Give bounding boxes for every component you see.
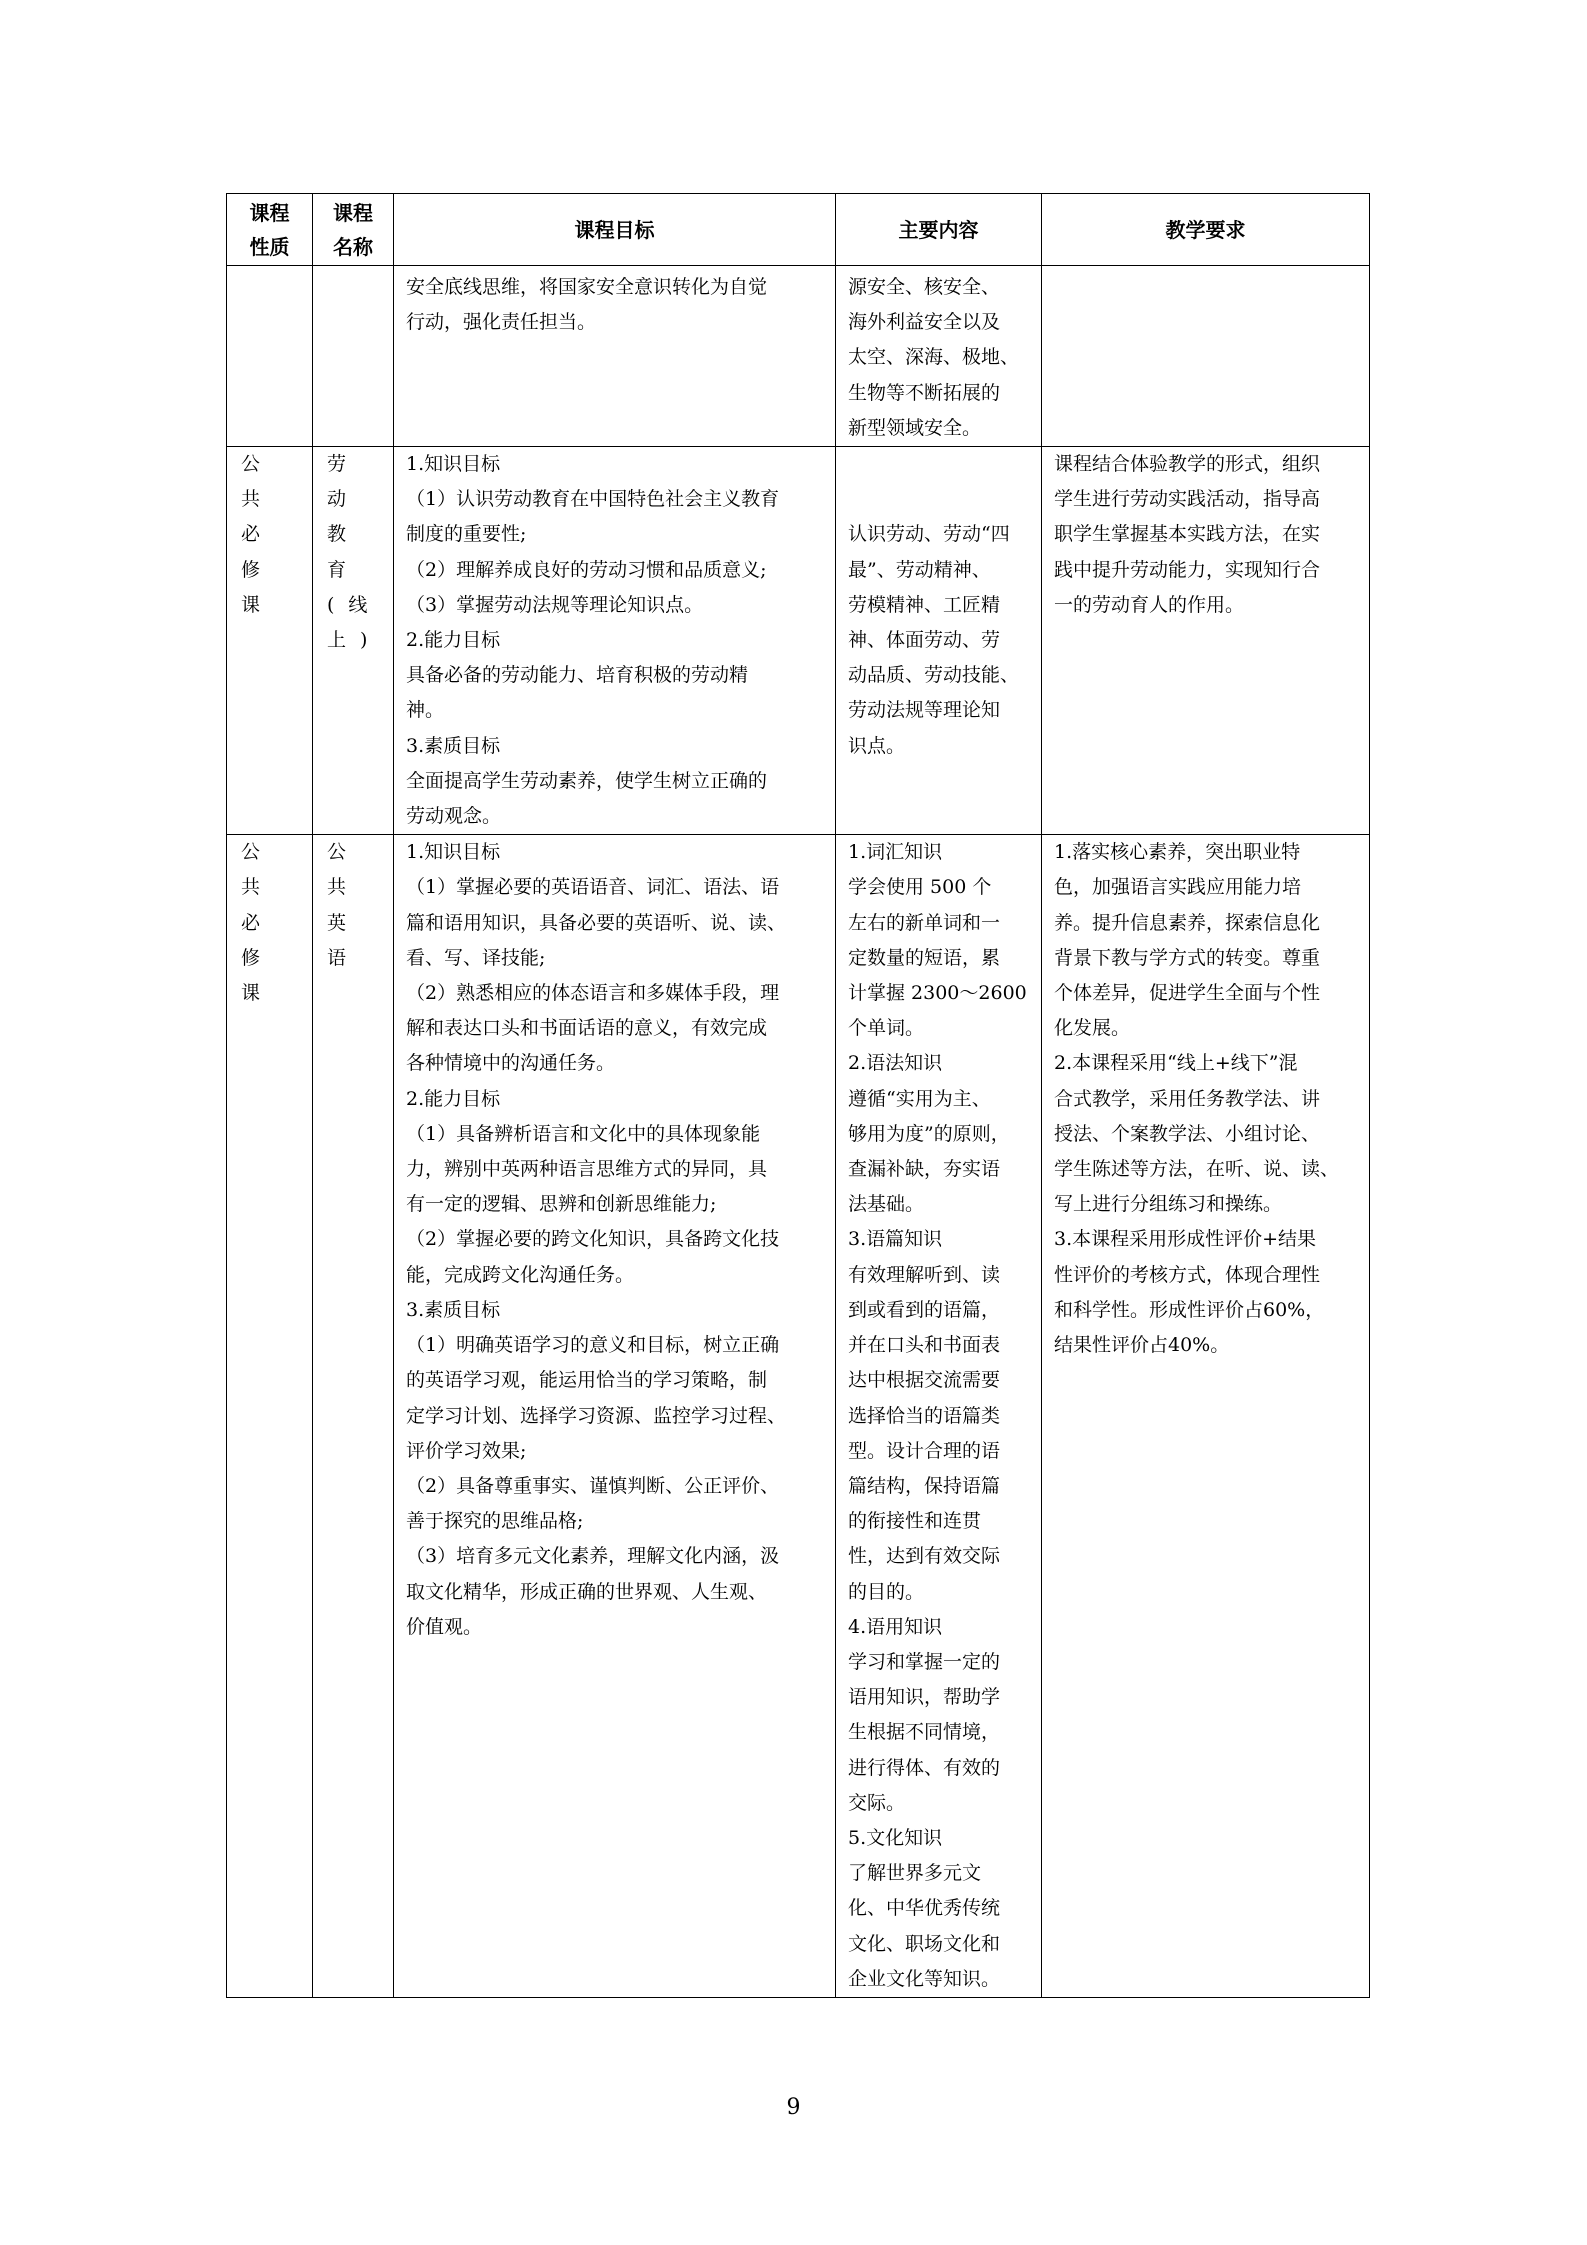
main-content-cell: 认识劳动、劳动“四 最”、劳动精神、 劳模精神、工匠精 神、体面劳动、劳 动品质、劳动技能、 劳动法规等理论知 识点。 <box>836 447 1042 835</box>
course-nature-cell <box>227 266 313 447</box>
table-header-row <box>227 194 1370 266</box>
table-row <box>227 266 1370 447</box>
teaching-requirements-cell <box>1042 266 1370 447</box>
course-objectives-cell: 安全底线思维，将国家安全意识转化为自觉 行动，强化责任担当。 <box>394 266 836 447</box>
course-name-cell: 劳动 教育(线 上) <box>313 447 394 835</box>
course-name-cell <box>313 266 394 447</box>
header-main-content: 主要内容 <box>836 194 1042 266</box>
course-objectives-cell: 1.知识目标 （1）掌握必要的英语语音、词汇、语法、语 篇和语用知识，具备必要的英语听、说、读、 看、写、译技能; （2）熟悉相应的体态语言和多媒体手段，理 解和表达口头和书面话语的意义，有效完成 各种情境中的沟通任务。 2.能力目标 （1）具备辨析语言和文化中的具体现象能 力，辨别中英两种语言思维方式的异同，具 有一定的逻辑、思辨和创新思维能力; （2）掌握必要的跨文化知识，具备跨文化技 能，完成跨文化沟通任务。 3.素质目标 （1）明确英语学习的意义和目标，树立正确 的英语学习观，能运用恰当的学习策略，制 定学习计划、选择学习资源、监控学习过程、 评价学习效果; （2）具备尊重事实、谨慎判断、公正评价、 善于探究的思维品格; （3）培育多元文化素养，理解文化内涵，汲 取文化精华，形成正确的世界观、人生观、 价值观。 <box>394 835 836 1998</box>
teaching-requirements-cell: 课程结合体验教学的形式，组织 学生进行劳动实践活动，指导高 职学生掌握基本实践方法，在实 践中提升劳动能力，实现知行合 一的劳动育人的作用。 <box>1042 447 1370 835</box>
course-nature-cell: 公共 必修 课 <box>227 447 313 835</box>
table-row <box>227 447 1370 835</box>
curriculum-table <box>226 193 1370 1998</box>
teaching-requirements-cell: 1.落实核心素养，突出职业特 色，加强语言实践应用能力培 养。提升信息素养，探索信息化 背景下教与学方式的转变。尊重 个体差异，促进学生全面与个性 化发展。 2.本课程采用“线上+线下”混 合式教学，采用任务教学法、讲 授法、个案教学法、小组讨论、 学生陈述等方法，在听、说、读、 写上进行分组练习和操练。 3.本课程采用形成性评价+结果 性评价的考核方式，体现合理性 和科学性。形成性评价占60%， 结果性评价占40%。 <box>1042 835 1370 1998</box>
header-teaching-requirements: 教学要求 <box>1042 194 1370 266</box>
course-nature-cell: 公共 必修 课 <box>227 835 313 1998</box>
page-number: 9 <box>786 2095 801 2120</box>
course-objectives-cell: 1.知识目标 （1）认识劳动教育在中国特色社会主义教育 制度的重要性; （2）理解养成良好的劳动习惯和品质意义; （3）掌握劳动法规等理论知识点。 2.能力目标 具备必备的劳动能力、培育积极的劳动精 神。 3.素质目标 全面提高学生劳动素养，使学生树立正确的 劳动观念。 <box>394 447 836 835</box>
header-course-name: 课程 名称 <box>313 194 394 266</box>
header-course-nature: 课程 性质 <box>227 194 313 266</box>
main-content-cell: 源安全、核安全、 海外利益安全以及 太空、深海、极地、 生物等不断拓展的 新型领域安全。 <box>836 266 1042 447</box>
header-course-objectives: 课程目标 <box>394 194 836 266</box>
main-content-cell: 1.词汇知识 学会使用 500 个 左右的新单词和一 定数量的短语，累 计掌握 2300～2600 个单词。 2.语法知识 遵循“实用为主、 够用为度”的原则， 查漏补缺，夯实语 法基础。 3.语篇知识 有效理解听到、读 到或看到的语篇， 并在口头和书面表 达中根据交流需要 选择恰当的语篇类 型。设计合理的语 篇结构，保持语篇 的衔接性和连贯 性，达到有效交际 的目的。 4.语用知识 学习和掌握一定的 语用知识，帮助学 生根据不同情境， 进行得体、有效的 交际。 5.文化知识 了解世界多元文 化、中华优秀传统 文化、职场文化和 企业文化等知识。 <box>836 835 1042 1998</box>
course-name-cell: 公共 英 语 <box>313 835 394 1998</box>
table-row <box>227 835 1370 1998</box>
